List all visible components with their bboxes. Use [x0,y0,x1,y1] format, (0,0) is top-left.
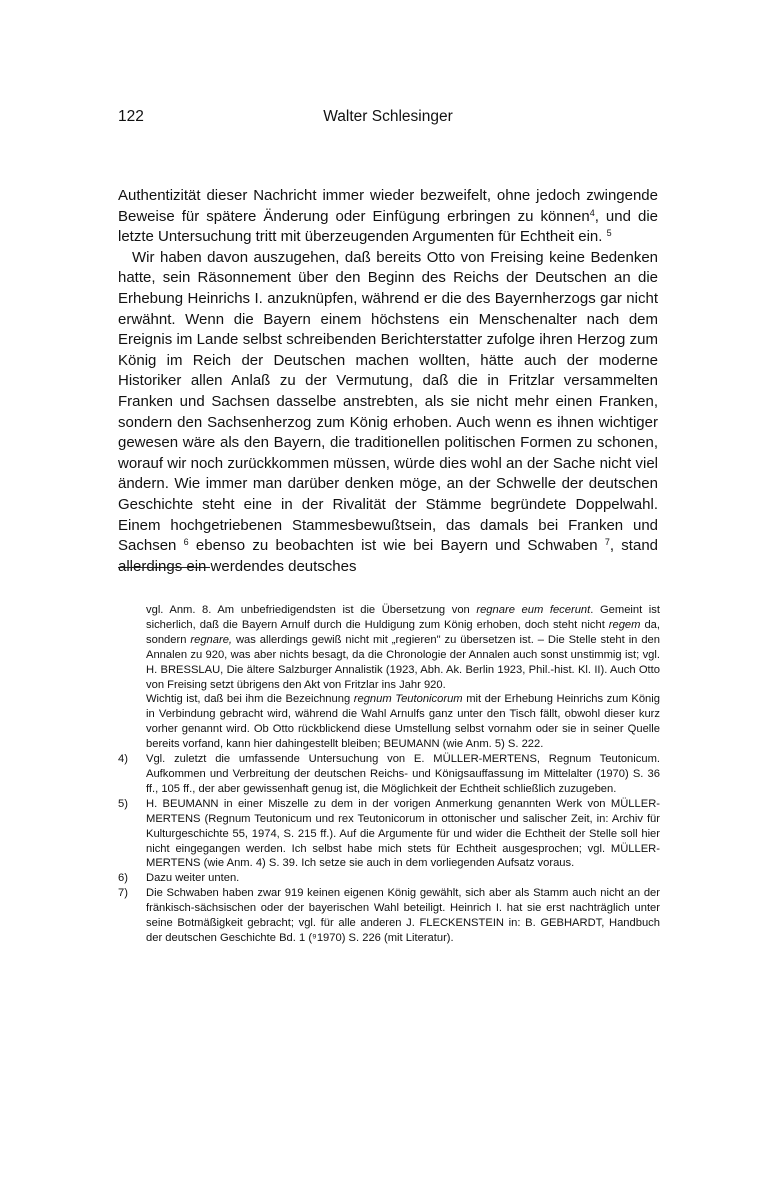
footnote-continued: vgl. Anm. 8. Am unbefriedigendsten ist die Übersetzung von regnare eum fecerunt. Gemeint ist sicherlich, daß die Bayern Arnulf durch die Huldigung zum König erhoben, doch steht nicht regem da, sondern regnare, was allerdings gewiß nicht mit „regieren" zu übersetzen ist. – Die Stelle steht in den Annalen zu 920, was aber nichts besagt, da die Chronologie der Annalen auch sonst unstimmig ist; vgl. H. BRESSLAU, Die ältere Salzburger Annalistik (1923, Abh. Ak. Berlin 1923, Phil.-hist. Kl. II). Auch Otto von Freising setzt übrigens den Akt von Fritzlar ins Jahr 920. Wichtig ist, daß bei ihm die Bezeichnung regnum Teutonicorum mit der Erhebung Heinrichs zum König in Verbindung gebracht wird, während die Wahl Arnulfs ganz unter den Tisch fällt, obwohl dieser kurz vorher genannt wird. Ob Otto rückblickend diese Umstellung selbst vornahm oder sie in seiner Quelle bereits vorfand, kann hier dahingestellt bleiben; BEUMANN (wie Anm. 5) S. 222. [146,604,661,751]
body-text [118,186,658,577]
paragraph-2: Wir haben davon auszugehen, daß bereits Otto von Freising keine Bedenken hatte, sein Räsonnement über den Beginn des Reichs der Deutschen an die Erhebung Heinrichs I. anzuknüpfen, während er die des Bayernherzogs gar nicht erwähnt. Wenn die Bayern einem höchstens ein Menschenalter nach dem Ereignis im Lande selbst schreibenden Berichterstatter zufolge ihren Herzog zum König im Reich der Deutschen machen wollten, hätte auch der moderne Historiker allen Anlaß zu der Vermutung, daß die in Fritzlar versammelten Franken und Sachsen dasselbe anstrebten, als sie nicht mehr einen Franken, sondern den Sachsenherzog zum König erhoben. Auch wenn es ihnen wichtiger gewesen wäre als den Bayern, die traditionellen politischen Formen zu schonen, worauf wir noch zurückkommen müssen, würde dies wohl an der Sache nicht viel ändern. Wie immer man darüber denken möge, an der Schwelle der deutschen Geschichte steht eine in der Rivalität der Stämme begründete Doppelwahl. Einem hochgetriebenen Stammesbewußtsein, das damals bei Franken und Sachsen $^6$ ebenso zu beobachten ist wie bei Bayern und Schwaben $^7$, stand allerdings ein werdendes deutsches [118,248,658,575]
footnote-ref-6: 6 [183,537,189,548]
footnotes [118,603,660,946]
footnote-number: 6) [118,872,128,885]
footnote-text: Dazu weiter unten. [146,872,240,885]
footnote-ref-7: 7 [604,537,610,548]
footnote-text: Die Schwaben haben zwar 919 keinen eigenen König gewählt, sich aber als Stamm auch nicht an der fränkisch-sächsischen oder der bayerischen Wahl beteiligt. Heinrich I. hat sie erst nachträglich unter seine Botmäßigkeit gebracht; vgl. für alle anderen J. FLECKENSTEIN in: B. GEBHARDT, Handbuch der deutschen Geschichte Bd. 1 (⁹1970) S. 226 (mit Literatur). [146,887,660,944]
running-head: Walter Schlesinger [323,108,453,125]
footnote-ref-5: 5 [606,228,612,239]
footnote-5 [118,797,660,872]
page-number: 122 [118,108,144,125]
footnote-separator [118,567,210,568]
paragraph-1: Authentizität dieser Nachricht immer wieder bezweifelt, ohne jedoch zwingende Beweise für spätere Änderung oder Einfügung erbringen zu können$^4$, und die letzte Untersuchung tritt mit überzeugenden Argumenten für Echtheit ein. $^5$ [118,187,659,246]
footnote-6 [118,871,660,886]
footnote-number: 4) [118,753,128,766]
footnote-number: 7) [118,887,128,900]
footnote-ref-4: 4 [589,207,595,218]
footnote-7 [118,886,660,946]
footnote-number: 5) [118,797,128,810]
footnote-text: H. BEUMANN in einer Miszelle zu dem in der vorigen Anmerkung genannten Werk von MÜLLER-MERTENS (Regnum Teutonicum und rex Teutonicorum in ottonischer und salischer Zeit, in: Archiv für Kulturgeschichte 55, 1974, S. 215 ff.). Auf die Argumente für und wider die Echtheit der Stelle soll hier nicht eingegangen werden. Ich selbst habe mich stets für Echtheit ausgesprochen; vgl. MÜLLER-MERTENS (wie Anm. 4) S. 39. Ich setze sie auch in dem vorliegenden Aufsatz voraus. [146,797,660,870]
footnote-4 [118,752,660,797]
footnote-text: Vgl. zuletzt die umfassende Untersuchung von E. MÜLLER-MERTENS, Regnum Teutonicum. Aufkommen und Verbreitung der deutschen Reichs- und Königsauffassung im Mittelalter (1970) S. 36 ff., 105 ff., der aber gewissenhaft genug ist, die Möglichkeit der Echtheit schließlich zuzugeben. [146,753,660,795]
page-header [118,108,658,130]
